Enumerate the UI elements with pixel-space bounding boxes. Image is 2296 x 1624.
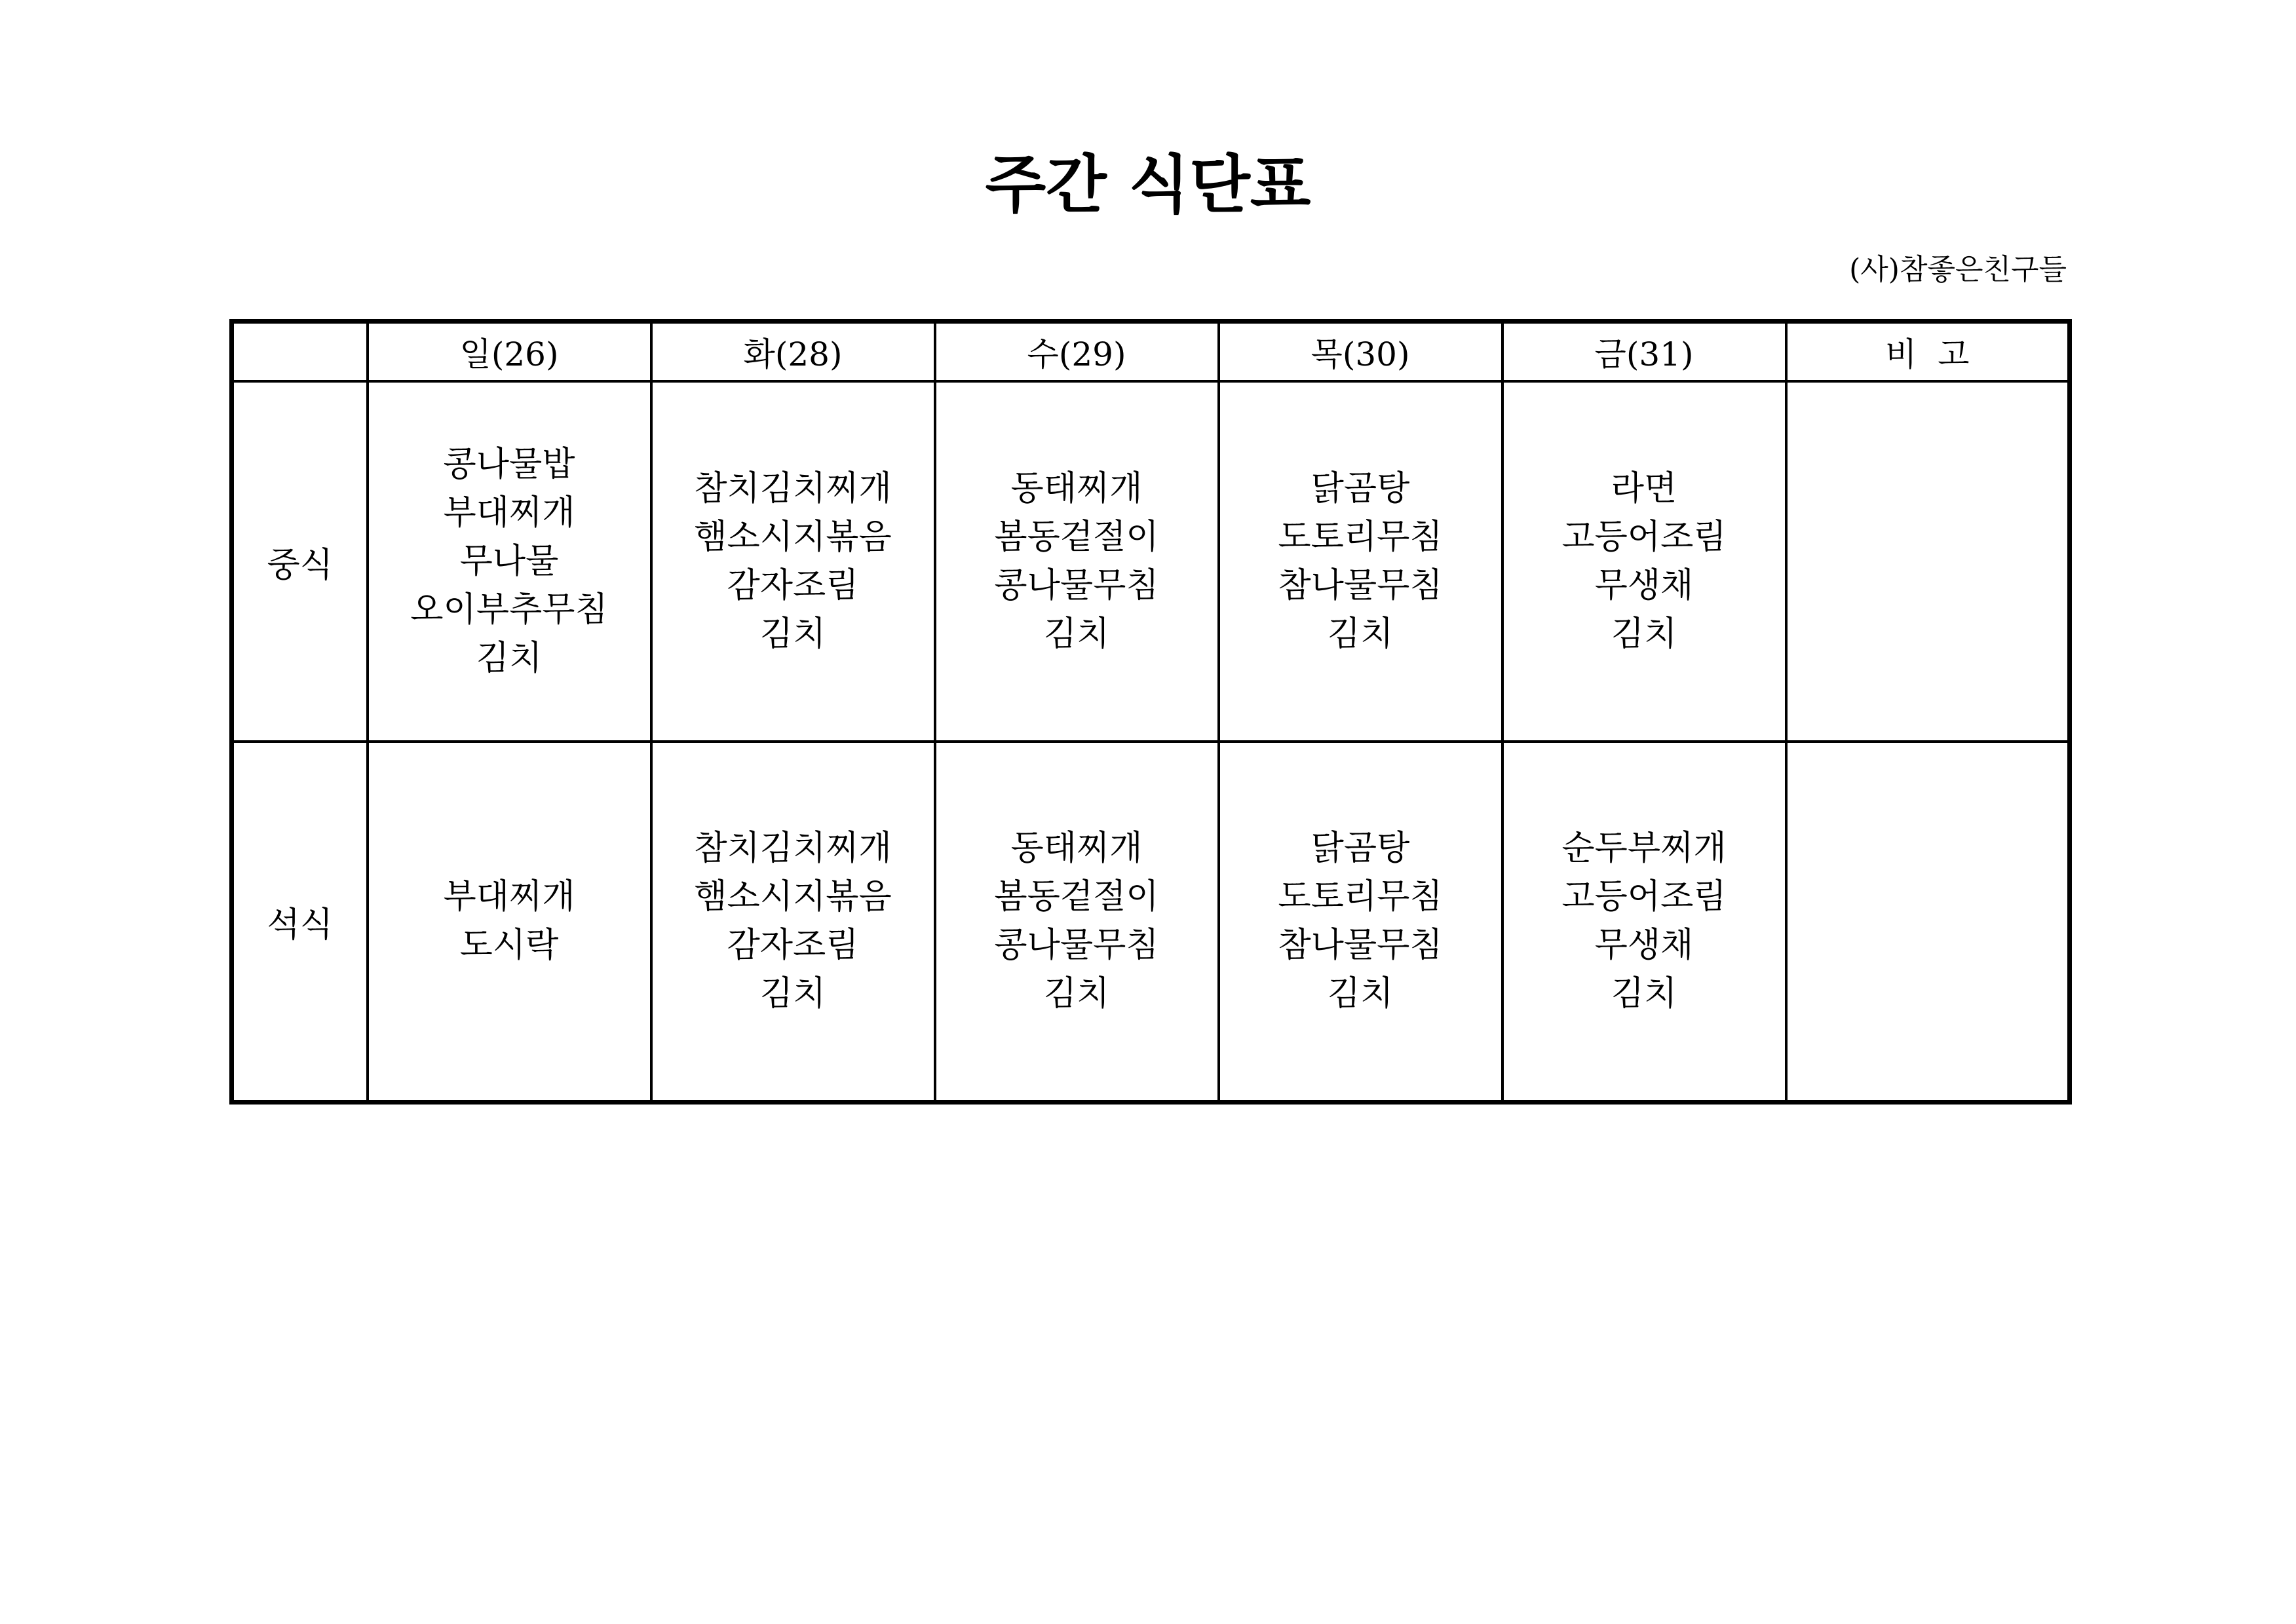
menu-item: 김치 <box>1327 614 1394 654</box>
menu-item: 김치 <box>1611 614 1677 654</box>
menu-cell-wed <box>935 742 1219 1102</box>
menu-item: 무생채 <box>1594 566 1694 605</box>
menu-item-list <box>653 464 934 658</box>
menu-item: 오이부추무침 <box>410 590 608 630</box>
menu-item: 순두부찌개 <box>1561 829 1727 869</box>
menu-cell-tue <box>651 742 935 1102</box>
menu-item: 감자조림 <box>727 566 859 605</box>
meal-label: 석식 <box>232 742 368 1102</box>
menu-item: 김치 <box>476 639 543 678</box>
menu-item: 콩나물밥 <box>443 445 575 484</box>
table-row <box>232 381 2070 742</box>
menu-item: 닭곰탕 <box>1311 469 1410 508</box>
menu-cell-remarks <box>1786 742 2070 1102</box>
menu-item: 부대찌개 <box>443 877 575 917</box>
menu-item: 참나물무침 <box>1278 566 1443 605</box>
menu-item: 도토리무침 <box>1278 877 1443 917</box>
menu-item: 무생채 <box>1594 926 1694 966</box>
menu-item-list <box>1504 824 1785 1018</box>
header-row <box>232 322 2070 382</box>
menu-item: 김치 <box>1043 974 1110 1014</box>
menu-item-list <box>1504 464 1785 658</box>
menu-item: 참치김치찌개 <box>694 469 892 508</box>
menu-item: 참치김치찌개 <box>694 829 892 869</box>
menu-item: 고등어조림 <box>1561 518 1727 557</box>
menu-cell-fri <box>1502 381 1786 742</box>
menu-item: 김치 <box>1611 974 1677 1014</box>
menu-cell-thu <box>1219 742 1502 1102</box>
weekly-menu-table <box>229 319 2072 1105</box>
menu-item: 햄소시지볶음 <box>694 877 892 917</box>
menu-item: 도토리무침 <box>1278 518 1443 557</box>
menu-item: 김치 <box>1043 614 1110 654</box>
menu-item: 라면 <box>1611 469 1677 508</box>
menu-item-list <box>369 873 650 970</box>
menu-item: 봄동겉절이 <box>994 877 1159 917</box>
menu-item-list <box>936 464 1217 658</box>
menu-item-list <box>369 440 650 683</box>
corner-cell <box>232 322 368 382</box>
menu-item: 콩나물무침 <box>994 926 1159 966</box>
menu-item: 참나물무침 <box>1278 926 1443 966</box>
column-header-sun: 일(26) <box>368 322 651 382</box>
menu-cell-sun <box>368 381 651 742</box>
column-header-thu: 목(30) <box>1219 322 1502 382</box>
organization-name: (사)참좋은친구들 <box>1849 253 2067 286</box>
menu-cell-sun <box>368 742 651 1102</box>
column-header-fri: 금(31) <box>1502 322 1786 382</box>
menu-item: 부대찌개 <box>443 493 575 533</box>
menu-item: 감자조림 <box>727 926 859 966</box>
menu-item-list <box>936 824 1217 1018</box>
menu-item: 김치 <box>759 974 826 1014</box>
menu-item-list <box>1220 824 1501 1018</box>
column-header-wed: 수(29) <box>935 322 1219 382</box>
menu-item: 콩나물무침 <box>994 566 1159 605</box>
menu-item: 김치 <box>1327 974 1394 1014</box>
menu-item: 동태찌개 <box>1010 469 1143 508</box>
menu-cell-thu <box>1219 381 1502 742</box>
table-row <box>232 742 2070 1102</box>
menu-item: 고등어조림 <box>1561 877 1727 917</box>
menu-item: 도시락 <box>459 926 559 966</box>
menu-cell-fri <box>1502 742 1786 1102</box>
menu-cell-tue <box>651 381 935 742</box>
page-title: 주간 식단표 <box>985 148 1311 221</box>
menu-item-list <box>1220 464 1501 658</box>
menu-item: 김치 <box>759 614 826 654</box>
menu-cell-wed <box>935 381 1219 742</box>
column-header-tue: 화(28) <box>651 322 935 382</box>
menu-cell-remarks <box>1786 381 2070 742</box>
meal-label: 중식 <box>232 381 368 742</box>
menu-item: 햄소시지볶음 <box>694 518 892 557</box>
menu-item: 봄동겉절이 <box>994 518 1159 557</box>
menu-item: 무나물 <box>459 542 559 581</box>
column-header-remarks: 비 고 <box>1786 322 2070 382</box>
menu-item-list <box>653 824 934 1018</box>
menu-item: 동태찌개 <box>1010 829 1143 869</box>
menu-item: 닭곰탕 <box>1311 829 1410 869</box>
